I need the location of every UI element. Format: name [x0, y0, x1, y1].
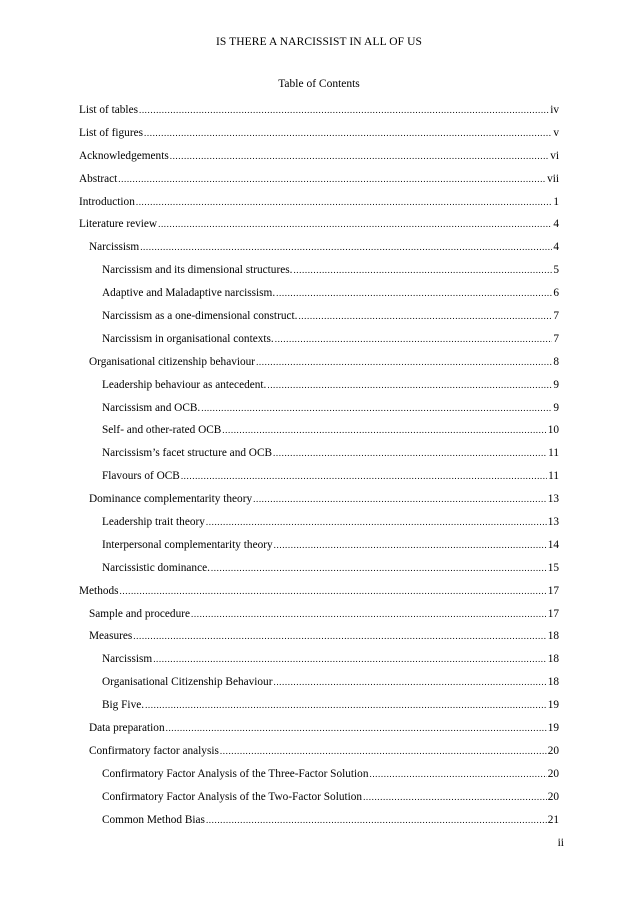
- toc-entry-title: Narcissism’s facet structure and OCB: [102, 447, 273, 460]
- toc-entry-page: iv: [550, 104, 559, 116]
- toc-entry-title: Measures: [89, 630, 133, 643]
- dot-leader: [166, 723, 547, 733]
- dot-leader: [298, 311, 552, 321]
- dot-leader: [274, 540, 547, 550]
- toc-entry-page: 19: [547, 722, 559, 735]
- toc-entry[interactable]: [79, 562, 559, 585]
- toc-entry-title: Confirmatory Factor Analysis of the Two-Factor Solution: [102, 790, 363, 803]
- toc-entry-page: 18: [547, 653, 559, 666]
- toc-entry-title: Big Five.: [102, 699, 145, 712]
- toc-entry-title: List of figures: [79, 126, 144, 139]
- dot-leader: [273, 448, 547, 458]
- toc-entry[interactable]: [79, 104, 559, 127]
- toc-entry-title: Common Method Bias: [102, 813, 205, 826]
- toc-entry[interactable]: [79, 241, 559, 264]
- toc-entry-title: Leadership trait theory: [102, 516, 205, 529]
- toc-entry-page: 20: [547, 790, 559, 803]
- toc-entry-title: Narcissism: [89, 241, 140, 254]
- toc-entry-page: 5: [553, 264, 559, 277]
- toc-entry-page: 9: [553, 378, 559, 391]
- toc-entry-page: 4: [553, 241, 559, 254]
- toc-entry-page: 19: [547, 699, 559, 712]
- dot-leader: [275, 334, 553, 344]
- dot-leader: [293, 265, 552, 275]
- toc-entry[interactable]: [79, 470, 559, 493]
- toc-entry-page: 7: [553, 310, 559, 323]
- dot-leader: [153, 654, 547, 664]
- dot-leader: [140, 242, 552, 252]
- dot-leader: [206, 517, 547, 527]
- toc-entry-page: 18: [547, 676, 559, 689]
- toc-entry[interactable]: [79, 493, 559, 516]
- toc-entry[interactable]: [79, 814, 559, 837]
- toc-entry-title: Organisational Citizenship Behaviour: [102, 676, 273, 689]
- toc-entry[interactable]: [79, 402, 559, 425]
- toc-entry[interactable]: [79, 585, 559, 608]
- toc-entry[interactable]: [79, 722, 559, 745]
- toc-entry-title: Methods: [79, 584, 119, 597]
- toc-entry[interactable]: [79, 791, 559, 814]
- dot-leader: [118, 174, 546, 184]
- toc-entry-title: Self- and other-rated OCB: [102, 424, 222, 437]
- toc-entry-page: 11: [548, 470, 559, 483]
- dot-leader: [267, 380, 552, 390]
- dot-leader: [253, 494, 547, 504]
- toc-title: Table of Contents: [278, 78, 360, 90]
- toc-entry-title: Data preparation: [89, 722, 165, 735]
- dot-leader: [191, 609, 547, 619]
- toc-entry-title: List of tables: [79, 104, 138, 116]
- toc-entry-page: 9: [553, 401, 559, 414]
- toc-entry-page: 6: [553, 287, 559, 300]
- toc-entry-title: Narcissism and OCB.: [102, 401, 201, 414]
- toc-entry-page: 13: [547, 516, 559, 529]
- toc-entry-page: vi: [550, 149, 559, 162]
- toc-entry-page: 20: [547, 767, 559, 780]
- toc-entry-page: 17: [547, 584, 559, 597]
- page-number: ii: [557, 837, 564, 849]
- toc-entry[interactable]: [79, 630, 559, 653]
- toc-entry-title: Acknowledgements: [79, 149, 169, 162]
- dot-leader: [276, 288, 552, 298]
- toc-entry-page: 11: [548, 447, 559, 460]
- toc-entry-page: 18: [547, 630, 559, 643]
- toc-entry-page: 13: [547, 493, 559, 506]
- toc-entry-page: v: [553, 126, 559, 139]
- toc-entry-title: Narcissism in organisational contexts.: [102, 332, 274, 345]
- toc-entry-page: vii: [547, 172, 559, 185]
- dot-leader: [222, 425, 546, 435]
- toc-entry[interactable]: [79, 608, 559, 631]
- toc-entry[interactable]: [79, 218, 559, 241]
- dot-leader: [201, 403, 552, 413]
- toc-entry[interactable]: [79, 379, 559, 402]
- dot-leader: [136, 197, 552, 207]
- dot-leader: [181, 471, 547, 481]
- dot-leader: [369, 769, 546, 779]
- toc-entry-page: 14: [547, 538, 559, 551]
- toc-entry[interactable]: [79, 264, 559, 287]
- toc-entry-title: Adaptive and Maladaptive narcissism.: [102, 287, 276, 300]
- toc-entry[interactable]: [79, 447, 559, 470]
- toc-entry[interactable]: [79, 539, 559, 562]
- toc-entry[interactable]: [79, 699, 559, 722]
- toc-entry-title: Sample and procedure: [89, 607, 191, 620]
- toc-entry[interactable]: [79, 127, 559, 150]
- toc-entry-page: 10: [547, 424, 559, 437]
- toc-entry-title: Flavours of OCB: [102, 470, 180, 483]
- toc-entry[interactable]: [79, 173, 559, 196]
- toc-list: [79, 104, 559, 837]
- toc-entry-title: Narcissism: [102, 653, 153, 666]
- toc-entry-page: 1: [553, 195, 559, 208]
- toc-entry-title: Literature review: [79, 218, 158, 231]
- toc-entry[interactable]: [79, 333, 559, 356]
- toc-entry-title: Interpersonal complementarity theory: [102, 538, 273, 551]
- toc-entry[interactable]: [79, 310, 559, 333]
- toc-entry-page: 21: [547, 813, 559, 826]
- dot-leader: [220, 746, 547, 756]
- toc-entry-title: Organisational citizenship behaviour: [89, 355, 256, 368]
- running-head: IS THERE A NARCISSIST IN ALL OF US: [215, 36, 423, 48]
- toc-entry[interactable]: [79, 196, 559, 219]
- toc-entry[interactable]: [79, 745, 559, 768]
- toc-entry-page: 7: [553, 332, 559, 345]
- toc-entry-page: 8: [553, 355, 559, 368]
- toc-entry[interactable]: [79, 424, 559, 447]
- toc-entry[interactable]: [79, 676, 559, 699]
- toc-entry[interactable]: [79, 150, 559, 173]
- dot-leader: [139, 105, 549, 115]
- toc-entry-title: Dominance complementarity theory: [89, 493, 253, 506]
- dot-leader: [158, 219, 552, 229]
- dot-leader: [211, 563, 547, 573]
- toc-entry-page: 20: [547, 744, 559, 757]
- toc-entry-title: Abstract: [79, 172, 118, 185]
- dot-leader: [256, 357, 552, 367]
- toc-entry-page: 17: [547, 607, 559, 620]
- dot-leader: [120, 586, 547, 596]
- toc-entry-page: 15: [547, 561, 559, 574]
- dot-leader: [145, 700, 547, 710]
- toc-entry-title: Narcissistic dominance.: [102, 561, 210, 574]
- toc-entry-title: Narcissism as a one-dimensional construct.: [102, 310, 298, 323]
- dot-leader: [133, 631, 546, 641]
- toc-entry[interactable]: [79, 356, 559, 379]
- toc-entry-title: Confirmatory Factor Analysis of the Three-Factor Solution: [102, 767, 369, 780]
- dot-leader: [170, 151, 549, 161]
- dot-leader: [363, 792, 547, 802]
- toc-entry[interactable]: [79, 516, 559, 539]
- toc-entry-title: Confirmatory factor analysis: [89, 744, 219, 757]
- dot-leader: [273, 677, 546, 687]
- toc-entry-page: 4: [553, 218, 559, 231]
- toc-entry[interactable]: [79, 287, 559, 310]
- toc-entry-title: Introduction: [79, 195, 135, 208]
- toc-entry[interactable]: [79, 768, 559, 791]
- toc-entry-title: Leadership behaviour as antecedent.: [102, 378, 267, 391]
- dot-leader: [206, 815, 547, 825]
- dot-leader: [144, 128, 552, 138]
- toc-entry-title: Narcissism and its dimensional structures.: [102, 264, 293, 277]
- toc-entry[interactable]: [79, 653, 559, 676]
